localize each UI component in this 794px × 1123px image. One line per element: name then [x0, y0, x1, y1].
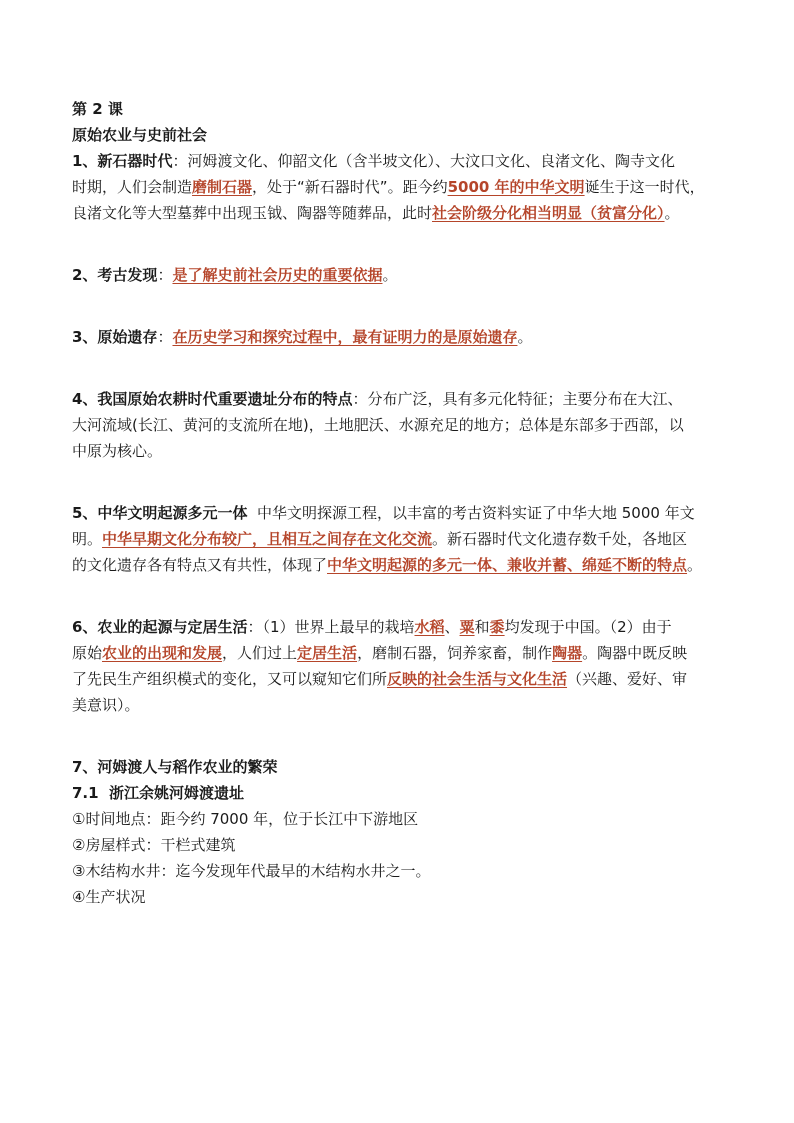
section-2: 2、考古发现：是了解史前社会历史的重要依据。 [72, 266, 398, 284]
section-5-line-1: 5、中华文明起源多元一体 中华文明探源工程，以丰富的考古资料实证了中华大地 5000 年文 [72, 504, 695, 522]
highlight-term: 在历史学习和探究过程中，最有证明力的是原始遗存 [172, 328, 518, 346]
section-1-heading: 1、新石器时代 [72, 152, 173, 170]
section-4-line-3: 中原为核心。 [72, 442, 163, 460]
section-6-line-1: 6、农业的起源与定居生活：（1）世界上最早的栽培水稻、粟和黍均发现于中国。（2）由于 [72, 618, 672, 636]
section-7-heading: 7、河姆渡人与稻作农业的繁荣 [72, 758, 278, 776]
section-1-line-3: 良渚文化等大型墓葬中出现玉钺、陶器等随葬品，此时社会阶级分化相当明显（贫富分化）。 [72, 204, 680, 222]
section-2-heading: 2、考古发现 [72, 266, 158, 284]
section-4-heading: 4、我国原始农耕时代重要遗址分布的特点 [72, 390, 353, 408]
highlight-term: 中华文明起源的多元一体、兼收并蓄、绵延不断的特点 [327, 556, 688, 574]
section-1-line-1: 1、新石器时代：河姆渡文化、仰韶文化（含半坡文化）、大汶口文化、良渚文化、陶寺文化 [72, 152, 675, 170]
highlight-term: 中华早期文化分布较广，且相互之间存在文化交流 [102, 530, 433, 548]
section-5-line-2: 明。中华早期文化分布较广，且相互之间存在文化交流。新石器时代文化遗存数千处，各地区 [72, 530, 688, 548]
document-body [72, 96, 732, 910]
section-3: 3、原始遗存：在历史学习和探究过程中，最有证明力的是原始遗存。 [72, 328, 533, 346]
lesson-title: 原始农业与史前社会 [72, 126, 208, 144]
highlight-term: 反映的社会生活与文化生活 [387, 670, 568, 688]
highlight-term: 是了解史前社会历史的重要依据 [172, 266, 383, 284]
list-item: ③木结构水井：迄今发现年代最早的木结构水井之一。 [72, 862, 431, 880]
section-5-line-3: 的文化遗存各有特点又有共性，体现了中华文明起源的多元一体、兼收并蓄、绵延不断的特点。 [72, 556, 703, 574]
section-6-line-4: 美意识）。 [72, 696, 140, 714]
highlight-term: 水稻 [414, 618, 445, 636]
list-item: ②房屋样式：干栏式建筑 [72, 836, 236, 854]
section-4-line-1: 4、我国原始农耕时代重要遗址分布的特点：分布广泛，具有多元化特征；主要分布在大江、 [72, 390, 683, 408]
section-7-subheading: 7.1 浙江余姚河姆渡遗址 [72, 784, 245, 802]
lesson-number: 第 2 课 [72, 100, 123, 118]
list-item: ①时间地点：距今约 7000 年，位于长江中下游地区 [72, 810, 419, 828]
highlight-term: 定居生活 [297, 644, 358, 662]
section-6-line-3: 了先民生产组织模式的变化，又可以窥知它们所反映的社会生活与文化生活（兴趣、爱好、审 [72, 670, 688, 688]
section-1-line-2: 时期，人们会制造磨制石器，处于“新石器时代”。距今约5000 年的中华文明诞生于这一时代， [72, 178, 705, 196]
list-item: ④生产状况 [72, 888, 146, 906]
highlight-term: 农业的出现和发展 [102, 644, 223, 662]
highlight-term: 社会阶级分化相当明显（贫富分化） [432, 204, 665, 222]
highlight-term: 陶器 [552, 644, 583, 662]
section-6-line-2: 原始农业的出现和发展，人们过上定居生活，磨制石器，饲养家畜，制作陶器。陶器中既反映 [72, 644, 688, 662]
section-6-heading: 6、农业的起源与定居生活 [72, 618, 248, 636]
highlight-term: 黍 [489, 618, 505, 636]
highlight-term: 磨制石器 [192, 178, 253, 196]
section-5-heading: 5、中华文明起源多元一体 [72, 504, 248, 522]
section-3-heading: 3、原始遗存 [72, 328, 158, 346]
section-4-line-2: 大河流域(长江、黄河的支流所在地)，土地肥沃、水源充足的地方；总体是东部多于西部，以 [72, 416, 684, 434]
highlight-term: 粟 [459, 618, 475, 636]
highlight-term: 5000 年的中华文明 [447, 178, 585, 196]
